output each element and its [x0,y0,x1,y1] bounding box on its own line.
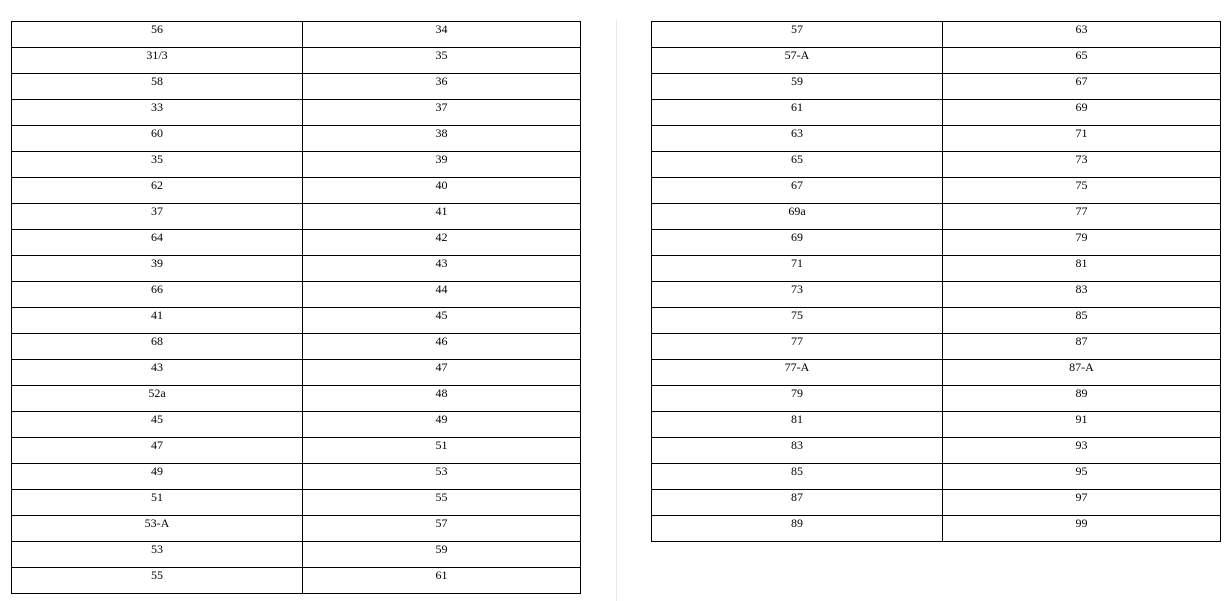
table-cell: 85 [943,308,1221,334]
table-cell: 77 [652,334,943,360]
table-row [12,308,581,334]
table-row [12,568,581,594]
table-cell: 81 [943,256,1221,282]
table-cell: 53-A [12,516,303,542]
table-cell: 41 [12,308,303,334]
table-row [12,464,581,490]
table-cell: 79 [652,386,943,412]
table-cell: 59 [303,542,581,568]
table-cell: 69 [943,100,1221,126]
table-cell: 45 [12,412,303,438]
table-row [652,178,1221,204]
page-divider [616,20,617,601]
table-row [12,386,581,412]
table-cell: 66 [12,282,303,308]
table-cell: 43 [12,360,303,386]
table-row [652,438,1221,464]
table-cell: 49 [12,464,303,490]
table-cell: 77-A [652,360,943,386]
table-row [652,100,1221,126]
table-row [652,74,1221,100]
table-cell: 58 [12,74,303,100]
table-row [12,74,581,100]
table-cell: 48 [303,386,581,412]
table-row [12,256,581,282]
table-row [652,126,1221,152]
table-cell: 83 [943,282,1221,308]
table-cell: 68 [12,334,303,360]
table-cell: 97 [943,490,1221,516]
table-cell: 61 [652,100,943,126]
table-cell: 56 [12,22,303,48]
table-row [652,464,1221,490]
table-cell: 95 [943,464,1221,490]
table-cell: 33 [12,100,303,126]
table-cell: 87 [652,490,943,516]
table-cell: 36 [303,74,581,100]
table-row [12,230,581,256]
table-row [12,490,581,516]
table-cell: 75 [943,178,1221,204]
right-table [651,21,1221,542]
table-cell: 63 [652,126,943,152]
table-cell: 87 [943,334,1221,360]
table-cell: 83 [652,438,943,464]
table-cell: 89 [652,516,943,542]
table-row [652,386,1221,412]
table-cell: 71 [943,126,1221,152]
table-row [652,308,1221,334]
table-cell: 64 [12,230,303,256]
table-cell: 73 [652,282,943,308]
table-cell: 75 [652,308,943,334]
table-cell: 43 [303,256,581,282]
table-cell: 47 [303,360,581,386]
left-table [11,21,581,594]
table-row [12,334,581,360]
table-row [12,360,581,386]
table-row [652,412,1221,438]
table-row [12,126,581,152]
table-cell: 99 [943,516,1221,542]
table-row [652,282,1221,308]
table-cell: 55 [12,568,303,594]
table-cell: 85 [652,464,943,490]
table-cell: 63 [943,22,1221,48]
table-row [12,100,581,126]
table-row [12,48,581,74]
table-cell: 37 [303,100,581,126]
table-cell: 93 [943,438,1221,464]
table-cell: 69a [652,204,943,230]
table-row [652,22,1221,48]
table-cell: 67 [943,74,1221,100]
table-row [12,438,581,464]
table-cell: 45 [303,308,581,334]
table-row [12,282,581,308]
table-row [12,178,581,204]
table-cell: 53 [303,464,581,490]
table-row [652,256,1221,282]
table-cell: 40 [303,178,581,204]
table-cell: 61 [303,568,581,594]
table-cell: 47 [12,438,303,464]
table-cell: 44 [303,282,581,308]
table-cell: 39 [12,256,303,282]
table-cell: 51 [12,490,303,516]
table-cell: 34 [303,22,581,48]
table-cell: 51 [303,438,581,464]
table-cell: 65 [943,48,1221,74]
table-row [652,490,1221,516]
table-cell: 57 [303,516,581,542]
table-cell: 73 [943,152,1221,178]
table-cell: 53 [12,542,303,568]
table-row [652,230,1221,256]
table-cell: 87-A [943,360,1221,386]
table-cell: 49 [303,412,581,438]
table-cell: 41 [303,204,581,230]
table-row [652,152,1221,178]
table-cell: 46 [303,334,581,360]
table-row [12,516,581,542]
table-row [652,516,1221,542]
right-table-body [652,22,1221,542]
table-row [12,542,581,568]
table-cell: 69 [652,230,943,256]
table-row [652,48,1221,74]
table-cell: 67 [652,178,943,204]
table-cell: 37 [12,204,303,230]
table-cell: 57 [652,22,943,48]
table-cell: 55 [303,490,581,516]
table-cell: 65 [652,152,943,178]
table-cell: 31/3 [12,48,303,74]
table-row [652,360,1221,386]
table-cell: 89 [943,386,1221,412]
table-cell: 57-A [652,48,943,74]
table-cell: 59 [652,74,943,100]
table-row [652,334,1221,360]
table-row [12,152,581,178]
table-cell: 38 [303,126,581,152]
table-cell: 71 [652,256,943,282]
table-row [12,412,581,438]
table-cell: 35 [303,48,581,74]
table-cell: 77 [943,204,1221,230]
table-cell: 39 [303,152,581,178]
table-row [12,22,581,48]
table-cell: 81 [652,412,943,438]
table-cell: 91 [943,412,1221,438]
left-table-body [12,22,581,594]
table-cell: 79 [943,230,1221,256]
table-row [652,204,1221,230]
table-row [12,204,581,230]
table-cell: 60 [12,126,303,152]
table-cell: 35 [12,152,303,178]
table-cell: 52a [12,386,303,412]
table-cell: 42 [303,230,581,256]
table-cell: 62 [12,178,303,204]
